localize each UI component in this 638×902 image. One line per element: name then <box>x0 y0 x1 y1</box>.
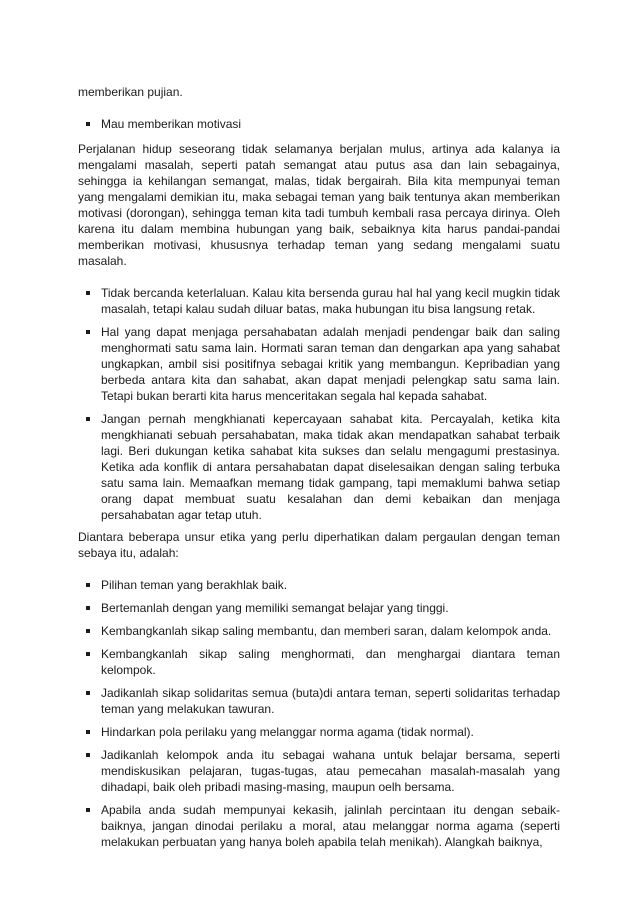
square-bullet-icon <box>86 730 90 734</box>
list-item <box>78 600 560 616</box>
list-item-text: Jadikanlah sikap solidaritas semua (buta)di antara teman, seperti solidaritas terhadap teman yang melakukan tawuran. <box>101 686 560 716</box>
list-item <box>78 685 560 717</box>
square-bullet-icon <box>86 652 90 656</box>
list-item <box>78 802 560 850</box>
list-item-text: Tidak bercanda keterlaluan. Kalau kita bersenda gurau hal hal yang kecil mugkin tidak masalah, tetapi kalau sudah diluar batas, maka hubungan itu bisa langsung retak. <box>101 286 560 316</box>
list-item-text: Hindarkan pola perilaku yang melanggar norma agama (tidak normal). <box>101 725 474 739</box>
square-bullet-icon <box>86 330 90 334</box>
list-item <box>78 577 560 593</box>
list-item <box>78 747 560 795</box>
square-bullet-icon <box>86 606 90 610</box>
list-item-text: Apabila anda sudah mempunyai kekasih, jalinlah percintaan itu dengan sebaik-baiknya, jangan dinodai perilaku a moral, atau melanggar norma agama (seperti melakukan perbuatan yang hanya boleh apabila telah menikah). Alangkah baiknya, <box>101 803 560 849</box>
square-bullet-icon <box>86 629 90 633</box>
list-persahabatan <box>78 285 560 523</box>
list-item-text: Kembangkanlah sikap saling membantu, dan memberi saran, dalam kelompok anda. <box>101 624 552 638</box>
square-bullet-icon <box>86 291 90 295</box>
square-bullet-icon <box>86 417 90 421</box>
list-item <box>78 646 560 678</box>
list-etika <box>78 577 560 850</box>
list-item-text: Mau memberikan motivasi <box>101 117 242 131</box>
document-page <box>78 84 560 850</box>
list-item-text: Jangan pernah mengkhianati kepercayaan sahabat kita. Percayalah, ketika kita mengkhianati sebuah persahabatan, maka tidak akan mendapatkan sahabat terbaik lagi. Beri dukungan ketika sahabat kita sukses dan selalu mengagumi prestasinya. Ketika ada konflik di antara persahabatan dapat diselesaikan dengan saling terbuka satu sama lain. Memaafkan memang tidak gampang, tapi memaklumi bahwa setiap orang dapat membuat suatu kesalahan dan demi kebaikan dan menjaga persahabatan agar tetap utuh. <box>101 412 560 522</box>
square-bullet-icon <box>86 808 90 812</box>
list-item <box>78 411 560 523</box>
square-bullet-icon <box>86 691 90 695</box>
list-item-text: Hal yang dapat menjaga persahabatan adalah menjadi pendengar baik dan saling menghormati satu sama lain. Hormati saran teman dan dengarkan apa yang sahabat ungkapkan, ambil sisi positifnya sebagai kritik yang membangun. Kepribadian yang berbeda antara kita dan sahabat, akan dapat menjadi pelengkap satu sama lain. Tetapi bukan berarti kita harus menceritakan segala hal kepada sahabat. <box>101 325 560 403</box>
square-bullet-icon <box>86 753 90 757</box>
paragraph-diantara: Diantara beberapa unsur etika yang perlu diperhatikan dalam pergaulan dengan teman sebaya itu, adalah: <box>78 530 560 560</box>
list-item <box>78 724 560 740</box>
paragraph-perjalanan: Perjalanan hidup seseorang tidak selamanya berjalan mulus, artinya ada kalanya ia mengalami masalah, seperti patah semangat atau putus asa dan lain sebagainya, sehingga ia kehilangan semangat, malas, tidak bergairah. Bila kita mempunyai teman yang mengalami demikian itu, maka sebagai teman yang baik tentunya akan memberikan motivasi (dorongan), sehingga teman kita tadi tumbuh kembali rasa percaya dirinya. Oleh karena itu dalam membina hubungan yang baik, sebaiknya kita harus pandai-pandai memberikan motivasi, khususnya terhadap teman yang sedang mengalami suatu masalah. <box>78 142 560 268</box>
list-item <box>78 623 560 639</box>
list-item <box>78 324 560 404</box>
list-item <box>78 285 560 317</box>
list-item-motivasi <box>78 116 560 132</box>
continuation-text: memberikan pujian. <box>78 85 183 99</box>
square-bullet-icon <box>86 583 90 587</box>
list-item-text: Pilihan teman yang berakhlak baik. <box>101 578 288 592</box>
square-bullet-icon <box>86 122 90 126</box>
list-item-text: Jadikanlah kelompok anda itu sebagai wahana untuk belajar bersama, seperti mendiskusikan pelajaran, tugas-tugas, atau pemecahan masalah-masalah yang dihadapi, baik oleh pribadi masing-masing, maupun oelh bersama. <box>101 748 560 794</box>
list-item-text: Kembangkanlah sikap saling menghormati, dan menghargai diantara teman kelompok. <box>101 647 560 677</box>
list-item-text: Bertemanlah dengan yang memiliki semangat belajar yang tinggi. <box>101 601 449 615</box>
